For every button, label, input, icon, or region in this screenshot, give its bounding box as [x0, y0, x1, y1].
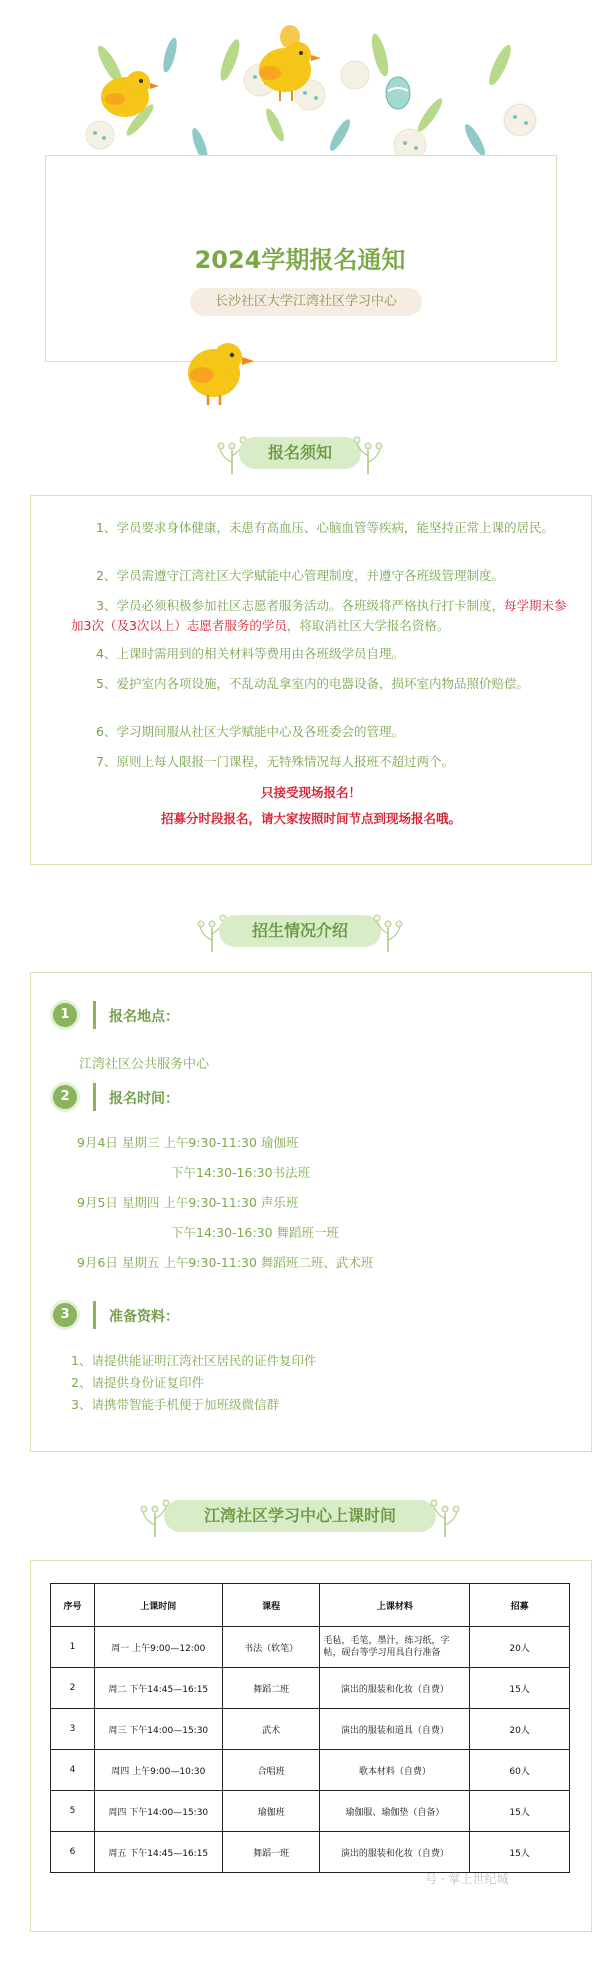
rule-item: 2、学员需遵守江湾社区大学赋能中心管理制度，并遵守各班级管理制度。	[96, 568, 504, 583]
table-cell: 15人	[470, 1832, 570, 1873]
table-cell: 60人	[470, 1750, 570, 1791]
column-header: 上课材料	[320, 1584, 470, 1627]
timeslot-notice: 招募分时段报名，请大家按照时间节点到现场报名哦。	[160, 811, 461, 826]
table-cell: 演出的服装和道具（自费）	[320, 1709, 470, 1750]
table-row	[51, 1627, 570, 1668]
rule3-text: 3、学员必须积极参加社区志愿者服务活动。各班级将严格执行打卡制度，	[96, 598, 504, 613]
section-title-recruit: 招生情况介绍	[219, 915, 381, 947]
time-line: 下午14:30-16:30 舞蹈班一班	[171, 1225, 340, 1240]
materials-label: 准备资料：	[109, 1309, 179, 1325]
rule-item: 5、爱护室内各项设施，不乱动乱拿室内的电器设备，损坏室内物品照价赔偿。	[96, 676, 529, 691]
table-row	[51, 1791, 570, 1832]
table-cell: 周五 下午14:45—16:15	[94, 1832, 222, 1873]
rule3-highlight: 每学期未参加3次（及3次以上）志愿者服务的学员	[71, 598, 567, 633]
flower-sprig-icon	[371, 910, 405, 952]
table-cell: 武术	[222, 1709, 320, 1750]
subtitle-badge: 长沙社区大学江湾社区学习中心	[190, 288, 422, 316]
table-cell: 20人	[470, 1709, 570, 1750]
table-cell: 演出的服装和化妆（自费）	[320, 1832, 470, 1873]
step-divider	[93, 1301, 96, 1329]
table-row	[51, 1750, 570, 1791]
time-line: 9月4日 星期三 上午9:30-11:30 瑜伽班	[77, 1135, 299, 1150]
table-cell: 周二 下午14:45—16:15	[94, 1668, 222, 1709]
table-cell: 15人	[470, 1791, 570, 1832]
onsite-only-notice: 只接受现场报名！	[260, 785, 361, 800]
rule3-text-end: ，将取消社区大学报名资格。	[286, 618, 450, 633]
table-cell: 周四 上午9:00—10:30	[94, 1750, 222, 1791]
step-divider	[93, 1001, 96, 1029]
table-cell: 歌本材料（自费）	[320, 1750, 470, 1791]
table-cell: 2	[51, 1668, 95, 1709]
time-line: 下午14:30-16:30书法班	[171, 1165, 311, 1180]
section-heading-notice	[215, 432, 385, 474]
schedule-table	[50, 1583, 570, 1873]
table-cell: 瑜伽班	[222, 1791, 320, 1832]
table-cell: 周四 下午14:00—15:30	[94, 1791, 222, 1832]
floral-banner-illustration	[80, 25, 540, 175]
flower-sprig-icon	[428, 1495, 462, 1537]
table-cell: 舞蹈一班	[222, 1832, 320, 1873]
section-heading-schedule	[138, 1495, 462, 1537]
table-cell: 周三 下午14:00—15:30	[94, 1709, 222, 1750]
materials-line: 2、请提供身份证复印件	[71, 1375, 204, 1390]
table-cell: 演出的服装和化妆（自费）	[320, 1668, 470, 1709]
flower-sprig-icon	[351, 432, 385, 474]
step-number: 1	[53, 1003, 77, 1027]
table-row	[51, 1668, 570, 1709]
table-row	[51, 1832, 570, 1873]
watermark-text: 号 · 掌上世纪城	[425, 1872, 509, 1886]
table-cell: 毛毡，毛笔，墨汁，练习纸，字帖，砚台等学习用具自行准备	[320, 1627, 470, 1668]
table-header-row	[51, 1584, 570, 1627]
table-cell: 舞蹈二班	[222, 1668, 320, 1709]
column-header: 上课时间	[94, 1584, 222, 1627]
section-title-notice: 报名须知	[239, 437, 361, 469]
table-cell: 4	[51, 1750, 95, 1791]
chick-icon	[180, 335, 260, 410]
rule-item: 7、原则上每人限报一门课程，无特殊情况每人报班不超过两个。	[96, 754, 454, 769]
section-heading-recruit	[195, 910, 405, 952]
rule-item: 6、学习期间服从社区大学赋能中心及各班委会的管理。	[96, 724, 404, 739]
table-cell: 1	[51, 1627, 95, 1668]
easter-egg-icon	[386, 77, 410, 109]
step-number: 3	[53, 1303, 77, 1327]
column-header: 招募	[470, 1584, 570, 1627]
notice-card	[30, 495, 592, 865]
location-value: 江湾社区公共服务中心	[79, 1057, 210, 1072]
table-cell: 书法（软笔）	[222, 1627, 320, 1668]
table-cell: 瑜伽服、瑜伽垫（自备）	[320, 1791, 470, 1832]
recruit-card	[30, 972, 592, 1452]
table-cell: 合唱班	[222, 1750, 320, 1791]
table-cell: 20人	[470, 1627, 570, 1668]
section-title-schedule: 江湾社区学习中心上课时间	[164, 1500, 436, 1532]
column-header: 课程	[222, 1584, 320, 1627]
rule-item: 4、上课时需用到的相关材料等费用由各班级学员自理。	[96, 646, 404, 661]
column-header: 序号	[51, 1584, 95, 1627]
time-line: 9月6日 星期五 上午9:30-11:30 舞蹈班二班、武术班	[77, 1255, 374, 1270]
table-cell: 3	[51, 1709, 95, 1750]
time-line: 9月5日 星期四 上午9:30-11:30 声乐班	[77, 1195, 299, 1210]
table-cell: 15人	[470, 1668, 570, 1709]
table-cell: 6	[51, 1832, 95, 1873]
table-row	[51, 1709, 570, 1750]
table-cell: 5	[51, 1791, 95, 1832]
rule-item: 1、学员要求身体健康，未患有高血压、心脑血管等疾病，能坚持正常上课的居民。	[96, 520, 554, 535]
step-divider	[93, 1083, 96, 1111]
materials-line: 3、请携带智能手机便于加班级微信群	[71, 1397, 279, 1412]
materials-line: 1、请提供能证明江湾社区居民的证件复印件	[71, 1353, 317, 1368]
rule-item-3	[71, 596, 571, 636]
location-label: 报名地点：	[109, 1009, 179, 1025]
step-number: 2	[53, 1085, 77, 1109]
page-title: 2024学期报名通知	[194, 246, 406, 274]
table-cell: 周一 上午9:00—12:00	[94, 1627, 222, 1668]
time-label: 报名时间：	[109, 1091, 179, 1107]
